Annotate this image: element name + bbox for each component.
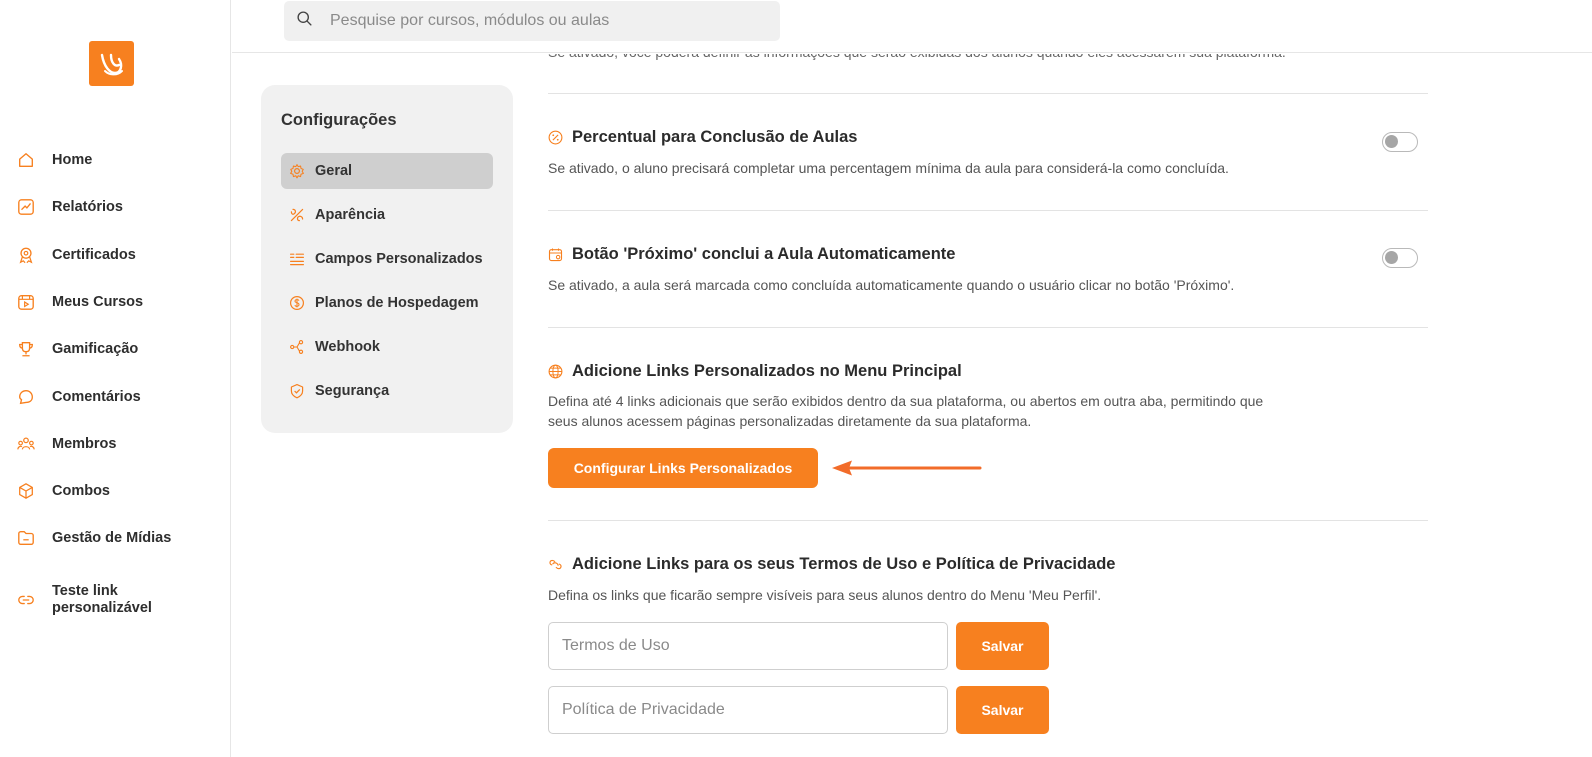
configure-links-button[interactable]: Configurar Links Personalizados	[548, 448, 818, 488]
sidebar-item-meus-cursos[interactable]	[16, 292, 143, 312]
search-icon	[296, 10, 313, 32]
sidebar-item-label: Home	[52, 151, 93, 168]
section-title-botao-proximo: Botão 'Próximo' conclui a Aula Automaticamente	[548, 245, 955, 264]
home-icon	[16, 150, 36, 170]
divider	[548, 210, 1428, 211]
box-icon	[16, 481, 36, 501]
trophy-icon	[16, 339, 36, 359]
sidebar-item-gestao-de-midias[interactable]	[16, 528, 171, 548]
sidebar-item-label: Relatórios	[52, 198, 123, 215]
settings-item-label: Geral	[315, 163, 353, 179]
sidebar-item-label: Teste link personalizável	[52, 583, 152, 616]
palette-icon	[289, 207, 305, 223]
sidebar-item-label: Meus Cursos	[52, 293, 144, 310]
sidebar-item-label: Membros	[52, 435, 117, 452]
link-icon	[548, 557, 563, 572]
settings-item-label: Webhook	[315, 339, 380, 355]
settings-item-planos-de-hospedagem[interactable]	[281, 285, 493, 321]
section-title-percentual: Percentual para Conclusão de Aulas	[548, 128, 857, 147]
gear-icon	[289, 163, 305, 179]
settings-item-aparencia[interactable]	[281, 197, 493, 233]
section-title-links-personalizados: Adicione Links Personalizados no Menu Principal	[548, 362, 962, 381]
toggle-knob	[1385, 135, 1398, 148]
save-privacy-button[interactable]: Salvar	[956, 686, 1049, 734]
folder-icon	[16, 528, 36, 548]
sidebar-item-label: Combos	[52, 482, 110, 499]
logo-icon	[97, 49, 127, 79]
section-description: Se ativado, o aluno precisará completar uma percentagem mínima da aula para considerá-la como concluída.	[548, 160, 1229, 176]
dollar-icon	[289, 295, 305, 311]
settings-item-label: Planos de Hospedagem	[315, 295, 479, 311]
toggle-percentual[interactable]	[1382, 132, 1418, 152]
search-input[interactable]	[330, 12, 750, 30]
logo[interactable]	[89, 41, 134, 86]
sidebar-item-combos[interactable]	[16, 481, 110, 501]
divider	[548, 93, 1428, 94]
webhook-icon	[289, 339, 305, 355]
chart-icon	[16, 197, 36, 217]
sidebar	[0, 0, 231, 757]
toggle-botao-proximo[interactable]	[1382, 248, 1418, 268]
list-icon	[289, 251, 305, 267]
top-bar	[232, 0, 1592, 53]
toggle-knob	[1385, 251, 1398, 264]
sidebar-item-teste-link[interactable]	[16, 583, 172, 617]
arrow-pointer-icon	[830, 459, 982, 477]
sidebar-item-relatorios[interactable]	[16, 197, 123, 217]
settings-item-label: Segurança	[315, 383, 390, 399]
settings-item-campos-personalizados[interactable]	[281, 241, 493, 277]
sidebar-item-gamificacao[interactable]	[16, 339, 138, 359]
terms-of-use-input[interactable]	[548, 622, 948, 670]
settings-item-seguranca[interactable]	[281, 373, 493, 409]
settings-item-geral[interactable]	[281, 153, 493, 189]
save-terms-button[interactable]: Salvar	[956, 622, 1049, 670]
settings-title: Configurações	[281, 111, 397, 129]
sidebar-item-home[interactable]	[16, 150, 92, 170]
sidebar-item-membros[interactable]	[16, 434, 116, 454]
section-title-termos-privacidade: Adicione Links para os seus Termos de Uso e Política de Privacidade	[548, 555, 1115, 574]
percent-icon	[548, 130, 563, 145]
settings-item-label: Campos Personalizados	[315, 251, 483, 267]
sidebar-item-label: Gestão de Mídias	[52, 529, 172, 546]
settings-panel	[261, 85, 513, 433]
globe-icon	[548, 364, 563, 379]
link-icon	[16, 590, 36, 610]
section-description: Defina até 4 links adicionais que serão exibidos dentro da sua plataforma, ou abertos em outra aba, permitindo que seus alunos acessem páginas personalizadas diretamente da sua plataforma.	[548, 393, 1264, 429]
search-box[interactable]	[284, 1, 780, 41]
sidebar-item-certificados[interactable]	[16, 245, 136, 265]
settings-item-label: Aparência	[315, 207, 386, 223]
sidebar-item-label: Gamificação	[52, 340, 139, 357]
privacy-policy-input[interactable]	[548, 686, 948, 734]
divider	[548, 520, 1428, 521]
users-icon	[16, 434, 36, 454]
play-icon	[16, 292, 36, 312]
section-description: Se ativado, a aula será marcada como concluída automaticamente quando o usuário clicar no botão 'Próximo'.	[548, 277, 1235, 293]
sidebar-item-comentarios[interactable]	[16, 387, 141, 407]
shield-icon	[289, 383, 305, 399]
chat-icon	[16, 387, 36, 407]
settings-item-webhook[interactable]	[281, 329, 493, 365]
section-description: Defina os links que ficarão sempre visíveis para seus alunos dentro do Menu 'Meu Perfil'.	[548, 587, 1102, 603]
divider	[548, 327, 1428, 328]
sidebar-item-label: Comentários	[52, 388, 141, 405]
calendar-check-icon	[548, 247, 563, 262]
award-icon	[16, 245, 36, 265]
sidebar-item-label: Certificados	[52, 246, 136, 263]
